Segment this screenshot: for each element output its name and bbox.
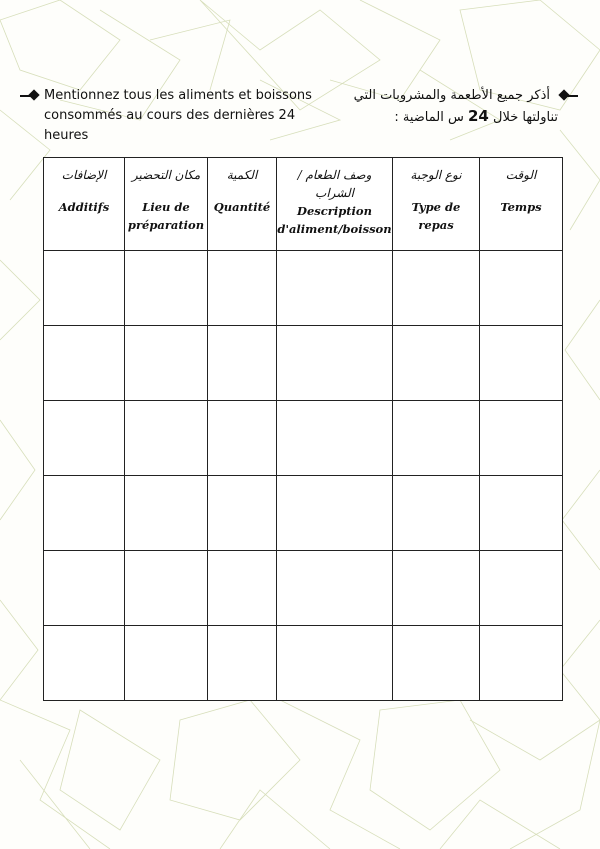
cell-quantite[interactable] xyxy=(208,626,277,701)
cell-description[interactable] xyxy=(277,326,393,401)
cell-lieu[interactable] xyxy=(125,251,208,326)
instruction-ar-prefix: تناولتها خلال xyxy=(493,110,558,125)
table-row xyxy=(44,251,563,326)
food-log-table xyxy=(43,157,563,701)
column-header-additifs: الإضافات Additifs xyxy=(44,158,125,251)
bullet-arrow-icon xyxy=(20,91,42,101)
instruction-ar-line2 xyxy=(338,106,578,128)
table-row xyxy=(44,551,563,626)
instruction-fr-line1: Mentionnez tous les aliments et boissons xyxy=(44,88,312,103)
cell-lieu[interactable] xyxy=(125,326,208,401)
cell-quantite[interactable] xyxy=(208,326,277,401)
cell-temps[interactable] xyxy=(480,401,563,476)
cell-type-repas[interactable] xyxy=(393,401,480,476)
bullet-arrow-icon xyxy=(556,91,578,101)
column-header-quantite: الكمية Quantité xyxy=(208,158,277,251)
cell-temps[interactable] xyxy=(480,551,563,626)
table-row xyxy=(44,476,563,551)
cell-additifs[interactable] xyxy=(44,476,125,551)
cell-additifs[interactable] xyxy=(44,551,125,626)
column-header-description: وصف الطعام / الشراب Description d'aliment/boisson xyxy=(277,158,393,251)
cell-quantite[interactable] xyxy=(208,401,277,476)
table-row xyxy=(44,626,563,701)
cell-temps[interactable] xyxy=(480,326,563,401)
cell-type-repas[interactable] xyxy=(393,626,480,701)
cell-quantite[interactable] xyxy=(208,551,277,626)
table-body xyxy=(44,251,563,701)
instruction-french xyxy=(20,86,340,146)
cell-type-repas[interactable] xyxy=(393,326,480,401)
cell-quantite[interactable] xyxy=(208,476,277,551)
table-row xyxy=(44,401,563,476)
cell-additifs[interactable] xyxy=(44,326,125,401)
cell-type-repas[interactable] xyxy=(393,251,480,326)
cell-additifs[interactable] xyxy=(44,251,125,326)
cell-temps[interactable] xyxy=(480,476,563,551)
cell-additifs[interactable] xyxy=(44,626,125,701)
cell-description[interactable] xyxy=(277,626,393,701)
cell-type-repas[interactable] xyxy=(393,476,480,551)
cell-temps[interactable] xyxy=(480,251,563,326)
cell-description[interactable] xyxy=(277,476,393,551)
cell-additifs[interactable] xyxy=(44,401,125,476)
cell-lieu[interactable] xyxy=(125,401,208,476)
column-header-lieu: مكان التحضير Lieu de préparation xyxy=(125,158,208,251)
cell-quantite[interactable] xyxy=(208,251,277,326)
column-header-temps: الوقت Temps xyxy=(480,158,563,251)
cell-type-repas[interactable] xyxy=(393,551,480,626)
column-header-type-repas: نوع الوجبة Type de repas xyxy=(393,158,480,251)
instruction-ar-line1: أذكر جميع الأطعمة والمشروبات التي xyxy=(353,88,550,103)
cell-description[interactable] xyxy=(277,401,393,476)
instruction-ar-number: 24 xyxy=(467,107,489,125)
cell-description[interactable] xyxy=(277,251,393,326)
cell-lieu[interactable] xyxy=(125,476,208,551)
instruction-fr-line2: consommés au cours des dernières 24 heures xyxy=(44,108,296,143)
instruction-ar-suffix: س الماضية : xyxy=(394,110,464,125)
cell-description[interactable] xyxy=(277,551,393,626)
cell-lieu[interactable] xyxy=(125,626,208,701)
table-row xyxy=(44,326,563,401)
cell-lieu[interactable] xyxy=(125,551,208,626)
table-header-row xyxy=(44,158,563,251)
instruction-arabic xyxy=(338,86,578,128)
cell-temps[interactable] xyxy=(480,626,563,701)
